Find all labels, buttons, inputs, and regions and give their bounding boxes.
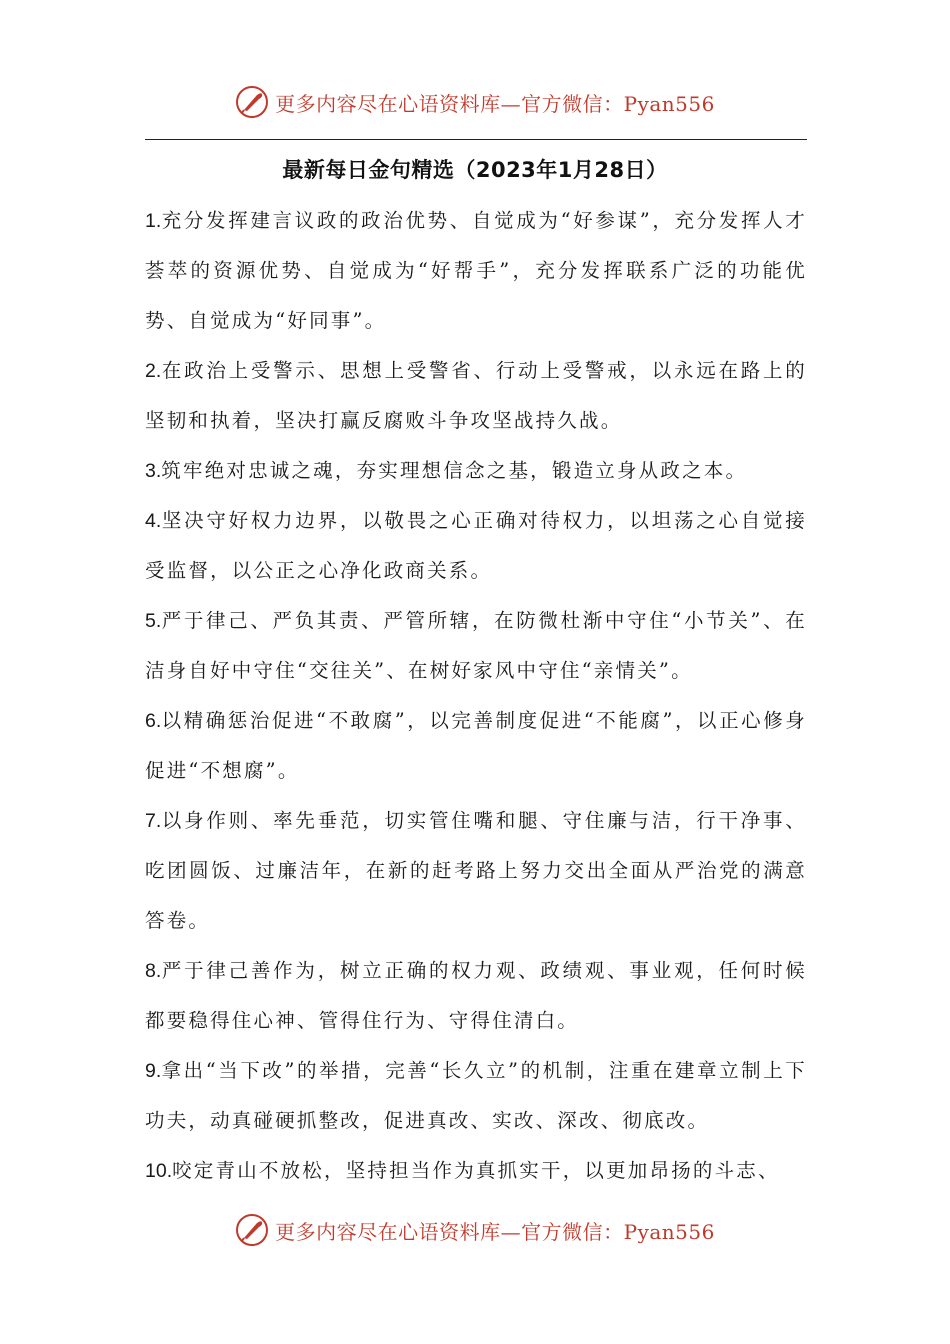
list-item	[145, 196, 807, 346]
header-text	[275, 88, 715, 117]
item-number: 6.	[145, 710, 162, 732]
item-text: 充分发挥建言议政的政治优势、自觉成为“好参谋”，充分发挥人才荟萃的资源优势、自觉成为“好帮手”，充分发挥联系广泛的功能优势、自觉成为“好同事”。	[145, 209, 807, 332]
item-number: 9.	[145, 1060, 162, 1082]
footer-separator: —	[500, 1219, 522, 1244]
item-number: 3.	[145, 460, 162, 482]
document-title: 最新每日金句精选（2023年1月28日）	[282, 158, 668, 182]
item-text: 以精确惩治促进“不敢腐”，以完善制度促进“不能腐”，以正心修身促进“不想腐”。	[145, 709, 807, 782]
footer-banner	[0, 1210, 950, 1250]
item-text: 坚决守好权力边界，以敬畏之心正确对待权力，以坦荡之心自觉接受监督，以公正之心净化政商关系。	[145, 509, 807, 582]
item-text: 严于律己善作为，树立正确的权力观、政绩观、事业观，任何时候都要稳得住心神、管得住行为、守得住清白。	[145, 959, 807, 1032]
quote-list	[145, 196, 807, 1196]
item-number: 1.	[145, 210, 162, 232]
item-text: 以身作则、率先垂范，切实管住嘴和腿、守住廉与洁，行干净事、吃团圆饭、过廉洁年，在新的赶考路上努力交出全面从严治党的满意答卷。	[145, 809, 807, 932]
list-item	[145, 496, 807, 596]
list-item	[145, 446, 807, 496]
item-number: 8.	[145, 960, 162, 982]
header-contact: 官方微信：Pyan556	[521, 91, 715, 116]
footer-text	[275, 1216, 715, 1245]
item-number: 5.	[145, 610, 162, 632]
quill-logo-icon	[235, 85, 269, 119]
item-number: 4.	[145, 510, 162, 532]
header-divider	[145, 139, 807, 140]
list-item	[145, 346, 807, 446]
item-number: 7.	[145, 810, 162, 832]
item-number: 10.	[145, 1160, 173, 1182]
header-brand: 更多内容尽在心语资料库	[275, 91, 501, 116]
quill-logo-icon	[235, 1213, 269, 1247]
header-separator: —	[500, 91, 522, 116]
item-text: 在政治上受警示、思想上受警省、行动上受警戒，以永远在路上的坚韧和执着，坚决打赢反腐败斗争攻坚战持久战。	[145, 359, 807, 432]
list-item	[145, 946, 807, 1046]
list-item	[145, 696, 807, 796]
item-text: 严于律己、严负其责、严管所辖，在防微杜渐中守住“小节关”、在洁身自好中守住“交往关”、在树好家风中守住“亲情关”。	[145, 609, 807, 682]
item-text: 咬定青山不放松，坚持担当作为真抓实干，以更加昂扬的斗志、	[172, 1159, 780, 1182]
list-item	[145, 1146, 807, 1196]
list-item	[145, 1046, 807, 1146]
item-text: 筑牢绝对忠诚之魂，夯实理想信念之基，锻造立身从政之本。	[161, 459, 748, 482]
item-number: 2.	[145, 360, 162, 382]
list-item	[145, 796, 807, 946]
item-text: 拿出“当下改”的举措，完善“长久立”的机制，注重在建章立制上下功夫，动真碰硬抓整改，促进真改、实改、深改、彻底改。	[145, 1059, 807, 1132]
footer-contact: 官方微信：Pyan556	[521, 1219, 715, 1244]
footer-brand: 更多内容尽在心语资料库	[275, 1219, 501, 1244]
header-banner	[0, 82, 950, 122]
list-item	[145, 596, 807, 696]
